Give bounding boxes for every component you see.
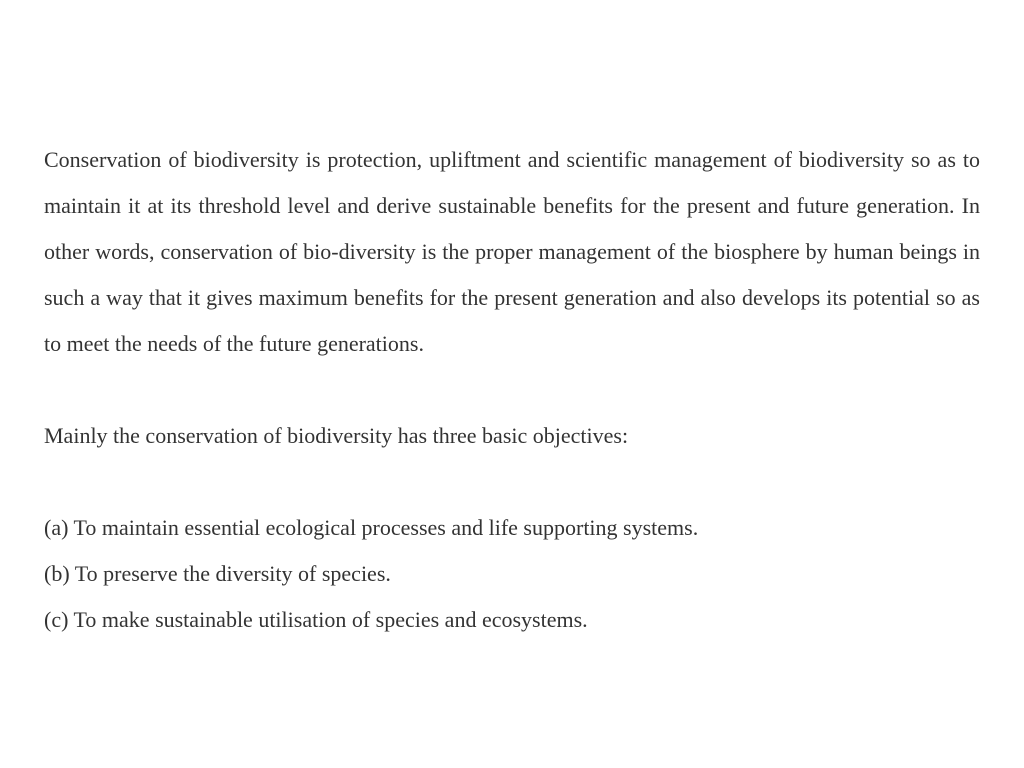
objective-item-c: (c) To make sustainable utilisation of species and ecosystems. [44,607,588,632]
intro-paragraph: Conservation of biodiversity is protection, upliftment and scientific management of biodiversity so as to maintain it at its threshold level and derive sustainable benefits for the present and future generation. In other words, conservation of bio-diversity is the proper management of the biosphere by human beings in such a way that it gives maximum benefits for the present generation and also develops its potential so as to meet the needs of the future generations. [44,147,980,356]
paragraph-spacer [44,367,980,413]
paragraph-spacer [44,459,980,505]
slide-content [44,137,980,643]
objectives-heading: Mainly the conservation of biodiversity has three basic objectives: [44,423,629,448]
objectives-list [44,505,980,643]
objective-item-a: (a) To maintain essential ecological processes and life supporting systems. [44,515,699,540]
objective-item-b: (b) To preserve the diversity of species. [44,561,391,586]
